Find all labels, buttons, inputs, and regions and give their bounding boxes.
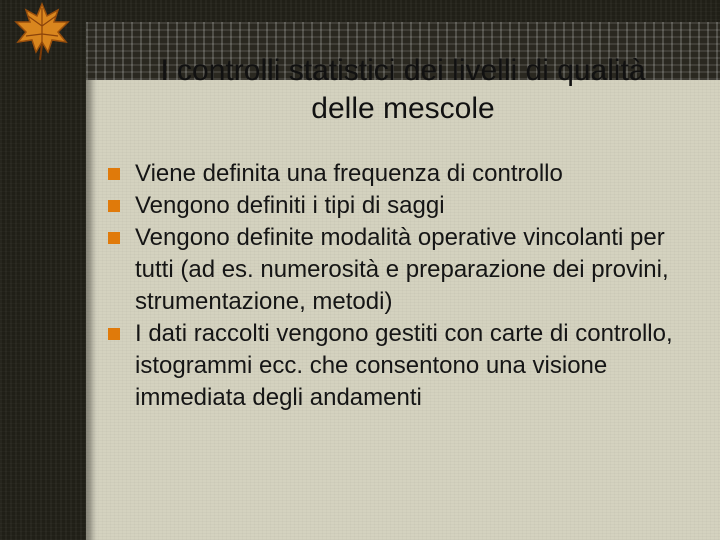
- bullet-text: Viene definita una frequenza di controllo: [135, 160, 563, 187]
- square-bullet-icon: [108, 328, 120, 340]
- bullet-text: I dati raccolti vengono gestiti con carte di controllo, istogrammi ecc. che consentono una visione immediata degli andamenti: [135, 320, 673, 411]
- bullet-text: Vengono definite modalità operative vincolanti per tutti (ad es. numerosità e preparazione dei provini, strumentazione, metodi): [135, 224, 669, 315]
- bullet-text: Vengono definiti i tipi di saggi: [135, 192, 445, 219]
- bullet-list: [106, 158, 706, 414]
- list-item: [106, 158, 706, 190]
- list-item: [106, 190, 706, 222]
- slide-title-line-1: I controlli statistici dei livelli di qualità: [160, 54, 646, 87]
- list-item: [106, 222, 706, 318]
- autumn-leaf-icon: [4, 0, 80, 64]
- square-bullet-icon: [108, 200, 120, 212]
- slide-title: [86, 52, 720, 128]
- square-bullet-icon: [108, 168, 120, 180]
- square-bullet-icon: [108, 232, 120, 244]
- slide-title-line-2: delle mescole: [311, 92, 495, 125]
- list-item: [106, 318, 706, 414]
